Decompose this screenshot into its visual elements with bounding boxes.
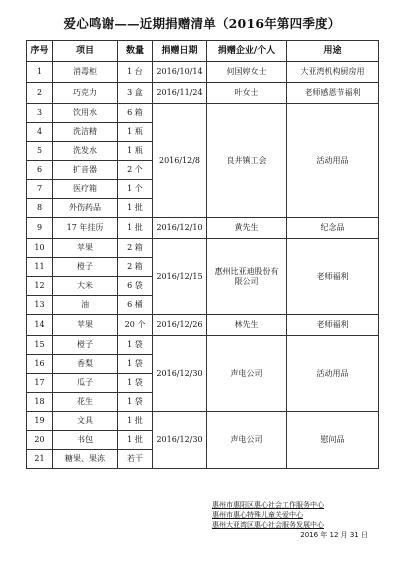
row-qty-cell: 6 箱 [118,104,153,123]
row-purpose-cell: 大亚湾机构厨房用 [287,62,379,83]
header-purpose: 用途 [287,41,379,62]
header-item: 项目 [53,41,118,62]
row-item-cell: 香梨 [53,355,118,374]
footer-org: 惠州大亚湾区惠心社会服务发展中心 [212,521,324,529]
header-qty: 数量 [118,41,153,62]
row-date-cell: 2016/10/14 [153,62,207,83]
row-item-cell: 油 [53,296,118,315]
row-item-cell: 医疗箱 [53,180,118,199]
footer-org: 惠州市惠阳区惠心社会工作服务中心 [212,501,324,509]
row-no-cell: 14 [27,315,53,336]
row-item-cell: 17 年挂历 [53,218,118,239]
table-row [27,62,379,83]
row-qty-cell: 2 箱 [118,258,153,277]
row-qty-cell: 1 批 [118,412,153,431]
row-no-cell: 12 [27,277,53,296]
row-item-cell: 花生 [53,393,118,412]
table-row [27,336,379,355]
row-donor-cell: 声电公司 [207,336,287,412]
footer-date: 2016 年 12 月 31 日 [300,531,368,539]
row-purpose-cell: 老师感恩节福利 [287,83,379,104]
row-qty-cell: 2 箱 [118,239,153,258]
row-purpose-cell: 老师福利 [287,315,379,336]
row-no-cell: 3 [27,104,53,123]
row-no-cell: 21 [27,450,53,469]
header-date: 捐赠日期 [153,41,207,62]
row-item-cell: 文具 [53,412,118,431]
table-row [27,412,379,431]
row-item-cell: 书包 [53,431,118,450]
row-qty-cell: 1 批 [118,218,153,239]
row-qty-cell: 1 瓶 [118,142,153,161]
row-date-cell: 2016/12/15 [153,239,207,315]
row-donor-cell: 林先生 [207,315,287,336]
row-date-cell: 2016/12/10 [153,218,207,239]
row-no-cell: 17 [27,374,53,393]
row-no-cell: 13 [27,296,53,315]
row-item-cell: 橙子 [53,258,118,277]
row-no-cell: 5 [27,142,53,161]
row-qty-cell: 3 盒 [118,83,153,104]
row-qty-cell: 2 个 [118,161,153,180]
row-item-cell: 消毒柜 [53,62,118,83]
row-qty-cell: 1 瓶 [118,123,153,142]
header-donor: 捐赠企业/个人 [207,41,287,62]
row-qty-cell: 1 袋 [118,374,153,393]
page-title: 爱心鸣谢——近期捐赠清单（2016年第四季度） [63,16,341,31]
row-item-cell: 巧克力 [53,83,118,104]
row-no-cell: 20 [27,431,53,450]
table-row [27,315,379,336]
row-qty-cell: 6 袋 [118,277,153,296]
row-no-cell: 15 [27,336,53,355]
footer-signature [212,500,402,540]
row-date-cell: 2016/11/24 [153,83,207,104]
row-qty-cell: 1 袋 [118,355,153,374]
row-item-cell: 大米 [53,277,118,296]
table-body [27,62,379,469]
row-item-cell: 瓜子 [53,374,118,393]
row-item-cell: 扩音器 [53,161,118,180]
row-date-cell: 2016/12/26 [153,315,207,336]
row-no-cell: 8 [27,199,53,218]
row-donor-cell: 黄先生 [207,218,287,239]
row-donor-cell: 声电公司 [207,412,287,469]
row-no-cell: 1 [27,62,53,83]
table-row [27,83,379,104]
row-no-cell: 9 [27,218,53,239]
donation-table [26,40,379,469]
row-qty-cell: 20 个 [118,315,153,336]
row-purpose-cell: 活动用品 [287,336,379,412]
row-purpose-cell: 纪念品 [287,218,379,239]
header-no: 序号 [27,41,53,62]
row-item-cell: 洗洁精 [53,123,118,142]
table-row [27,218,379,239]
row-item-cell: 苹果 [53,239,118,258]
row-no-cell: 16 [27,355,53,374]
row-purpose-cell: 活动用品 [287,104,379,218]
row-item-cell: 橙子 [53,336,118,355]
row-qty-cell: 1 批 [118,431,153,450]
row-item-cell: 糖果、果冻 [53,450,118,469]
row-no-cell: 7 [27,180,53,199]
row-no-cell: 6 [27,161,53,180]
row-qty-cell: 若干 [118,450,153,469]
row-donor-cell: 何国婷女士 [207,62,287,83]
row-qty-cell: 1 台 [118,62,153,83]
row-date-cell: 2016/12/30 [153,336,207,412]
row-qty-cell: 1 袋 [118,393,153,412]
row-date-cell: 2016/12/8 [153,104,207,218]
table-header-row [27,41,379,62]
row-no-cell: 19 [27,412,53,431]
table-row [27,104,379,123]
row-no-cell: 11 [27,258,53,277]
row-item-cell: 苹果 [53,315,118,336]
row-qty-cell: 1 个 [118,180,153,199]
row-qty-cell: 1 批 [118,199,153,218]
row-no-cell: 2 [27,83,53,104]
row-donor-cell: 叶女士 [207,83,287,104]
row-no-cell: 10 [27,239,53,258]
row-purpose-cell: 慰问品 [287,412,379,469]
row-item-cell: 饮用水 [53,104,118,123]
row-no-cell: 4 [27,123,53,142]
row-qty-cell: 1 袋 [118,336,153,355]
row-no-cell: 18 [27,393,53,412]
footer-org: 惠州市惠心特殊儿童关爱中心 [212,511,303,519]
row-date-cell: 2016/12/30 [153,412,207,469]
row-qty-cell: 6 桶 [118,296,153,315]
row-item-cell: 外伤药品 [53,199,118,218]
row-item-cell: 洗发水 [53,142,118,161]
table-row [27,239,379,258]
row-purpose-cell: 老师福利 [287,239,379,315]
row-donor-cell: 良井镇工会 [207,104,287,218]
row-donor-cell: 惠州比亚迪股份有限公司 [207,239,287,315]
